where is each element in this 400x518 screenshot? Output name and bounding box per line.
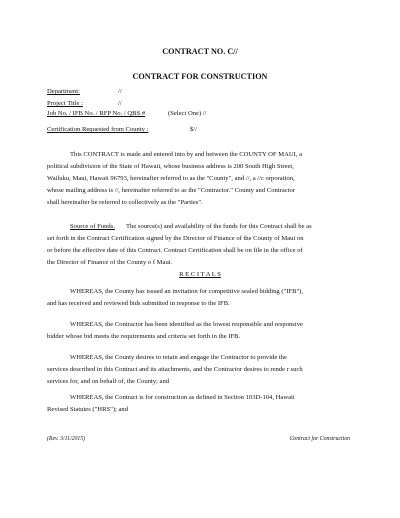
recital-line: bidder whose bid meets the requirements and criteria set forth in the IFB. <box>47 333 241 340</box>
field-project-title-label: Project Title : <box>47 100 83 107</box>
field-job-no-value: (Select One) // <box>168 110 207 117</box>
intro-line: shall hereinafter be referred to collectively as the "Parties". <box>47 199 203 206</box>
recital-line: services described in this Contract and its attachments, and the Contractor desires to rende r such <box>47 366 303 373</box>
intro-line: whose mailing address is //, hereinafter referred to as the "Contractor." County and Contractor <box>47 187 295 194</box>
source-of-funds-line: the Director of Finance of the County o f Maui. <box>47 259 173 266</box>
recital-line: WHEREAS, the Contractor has been identified as the lowest responsible and responsive <box>70 321 303 328</box>
recital-line: and has received and reviewed bids submitted in response to the IFB. <box>47 300 230 307</box>
footer-revision: (Rev. 3/11/2015) <box>47 436 86 442</box>
recital-line: services for, and on behalf of, the County; and <box>47 378 170 385</box>
contract-number: CONTRACT NO. C// <box>162 47 238 56</box>
field-certification-value: $// <box>190 126 197 133</box>
recital-line: WHEREAS, the County desires to retain and engage the Contractor to provide the <box>70 354 287 361</box>
intro-line: political subdivision of the State of Hawaii, whose business address is 200 South High Street, <box>47 163 294 170</box>
recitals-heading: R E C I T A L S <box>179 271 221 278</box>
recital-line: WHEREAS, the Contract is for construction as defined in Section 103D-104, Hawaii <box>70 394 295 401</box>
field-certification-label: Certification Requested from County : <box>47 126 149 133</box>
source-of-funds-line: set forth in the Contract Certification signed by the Director of Finance of the County of Maui on <box>47 235 304 242</box>
contract-title: CONTRACT FOR CONSTRUCTION <box>132 72 268 81</box>
field-department-value: // <box>118 88 122 95</box>
source-of-funds-line: The source(s) and availability of the funds for this Contract shall be as <box>126 223 312 230</box>
field-project-title-value: // <box>118 100 122 107</box>
intro-line: This CONTRACT is made and entered into by and between the COUNTY OF MAUI, a <box>70 151 303 158</box>
footer-doc-name: Contract for Construction <box>289 436 350 442</box>
source-of-funds-line: or before the effective date of this Contract. Contract Certification shall be on file in the office of <box>47 247 303 254</box>
field-job-no-label: Job No. / IFB No. / RFP No. / QBS # <box>47 110 146 117</box>
field-department-label: Department: <box>47 88 80 95</box>
recital-line: Revised Statutes ("HRS"); and <box>47 406 129 413</box>
intro-line: Wailuku, Maui, Hawaii 96793, hereinafter referred to as the "County", and //, a //c orporation, <box>47 175 295 182</box>
source-of-funds-heading: Source of Funds. <box>70 223 115 230</box>
recital-line: WHEREAS, the County has issued an invitation for competitive sealed bidding ("IFB"), <box>70 288 304 295</box>
